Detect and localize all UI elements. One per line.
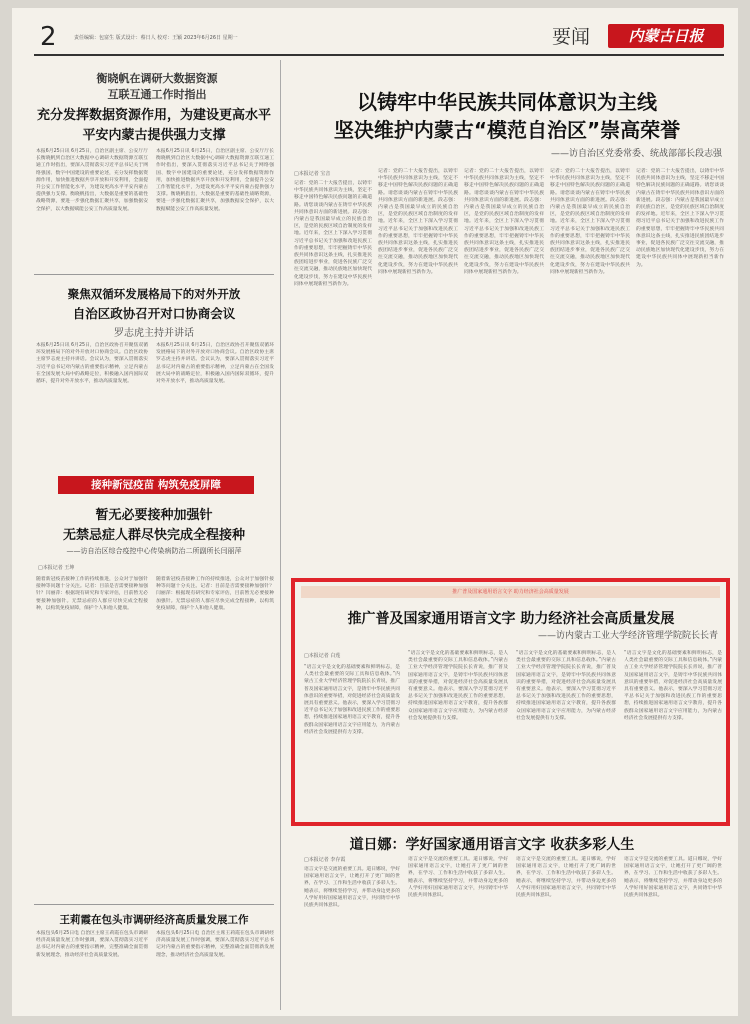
a5-body-col-3: “语言文字是文化的基础要素和鲜明标志，是人类社会最重要的交际工具和信息载体。”内蒙古工业大学经济管理学院院长长青说，推广普及国家通用语言文字，是铸牢中华民族共同体意识的重要举措，对促进经济社会高质量发展具有重要意义。他表示，要深入学习贯彻习近平总书记关于加强和改进民族工作的重要思想，持续推进国家通用语言文字教育，提升各族群众国家通用语言文字应用能力，为内蒙古经济社会发展提供有力支撑。 bbox=[516, 651, 616, 721]
a5-body-col-2: “语言文字是文化的基础要素和鲜明标志，是人类社会最重要的交际工具和信息载体。”内蒙古工业大学经济管理学院院长长青说，推广普及国家通用语言文字，是铸牢中华民族共同体意识的重要举措，对促进经济社会高质量发展具有重要意义。他表示，要深入学习贯彻习近平总书记关于加强和改进民族工作的重要思想，持续推进国家通用语言文字教育，提升各族群众国家通用语言文字应用能力，为内蒙古经济社会发展提供有力支撑。 bbox=[408, 651, 508, 721]
masthead-rule bbox=[34, 54, 724, 56]
a2-body-col-2: 记者：党的二十大报告提出，以铸牢中华民族共同体意识为主线，坚定不移走中国特色解决民族问题的正确道路。请您谈谈内蒙古在铸牢中华民族共同体意识方面的新进展。段志强：内蒙古是我国最早成立的民族自治区，是党的民族区域自治制度的发祥地。近年来，全区上下深入学习贯彻习近平总书记关于加强和改进民族工作的重要思想，牢牢把握铸牢中华民族共同体意识这条主线，扎实推进民族团结进步事业，促进各民族广泛交往交流交融，推动民族地区加快现代化建设步伐，努力在建设中华民族共同体中展现新担当新作为。 bbox=[378, 169, 458, 275]
a1-body-col-1: 本报6月25日讯 6月25日，自治区副主席、公安厅厅长衡晓帆到自治区大数据中心调研大数据资源互联互通工作时指出，要深入贯彻落实习近平总书记关于网络强国、数字中国建设的重要论述，充分发挥数据资源作用，加快推进数据共享开放和开发利用，全面提升公安工作智能化水平，为建设更高水平平安内蒙古提供强力支撑。衡晓帆指出，大数据是重要的基础性战略资源，要进一步强化数据汇聚共享，加强数据安全保护，以大数据赋能公安工作高质量发展。 bbox=[36, 149, 148, 212]
section-title: 要闻 bbox=[552, 26, 591, 48]
a2-body-col-3: 记者：党的二十大报告提出，以铸牢中华民族共同体意识为主线，坚定不移走中国特色解决民族问题的正确道路。请您谈谈内蒙古在铸牢中华民族共同体意识方面的新进展。段志强：内蒙古是我国最早成立的民族自治区，是党的民族区域自治制度的发祥地。近年来，全区上下深入学习贯彻习近平总书记关于加强和改进民族工作的重要思想，牢牢把握铸牢中华民族共同体意识这条主线，扎实推进民族团结进步事业，促进各民族广泛交往交流交融，推动民族地区加快现代化建设步伐，努力在建设中华民族共同体中展现新担当新作为。 bbox=[464, 169, 544, 275]
a4-title-1: 暂无必要接种加强针 bbox=[95, 508, 213, 523]
a4-body-col-2: 随着新冠疫苗接种工作的持续推进，公众对于加强针接种等问题十分关注。记者：目前是否需要接种加强针？闫丽萍：根据现有研究和专家评估，目前暂无必要接种加强针。无禁忌症的人群应尽快完成全程接种，以构筑免疫屏障，保护个人和他人健康。 bbox=[156, 577, 274, 611]
a5-body-col-4: “语言文字是文化的基础要素和鲜明标志，是人类社会最重要的交际工具和信息载体。”内蒙古工业大学经济管理学院院长长青说，推广普及国家通用语言文字，是铸牢中华民族共同体意识的重要举措，对促进经济社会高质量发展具有重要意义。他表示，要深入学习贯彻习近平总书记关于加强和改进民族工作的重要思想，持续推进国家通用语言文字教育，提升各族群众国家通用语言文字应用能力，为内蒙古经济社会发展提供有力支撑。 bbox=[624, 651, 722, 721]
a1-body-col-2: 本报6月25日讯 6月25日，自治区副主席、公安厅厅长衡晓帆到自治区大数据中心调研大数据资源互联互通工作时指出，要深入贯彻落实习近平总书记关于网络强国、数字中国建设的重要论述，充分发挥数据资源作用，加快推进数据共享开放和开发利用，全面提升公安工作智能化水平，为建设更高水平平安内蒙古提供强力支撑。衡晓帆指出，大数据是重要的基础性战略资源，要进一步强化数据汇聚共享，加强数据安全保护，以大数据赋能公安工作高质量发展。 bbox=[156, 149, 274, 212]
a4-subtitle: ——访自治区综合疫控中心传染病防治二所副所长闫丽萍 bbox=[66, 547, 242, 555]
a6-body-col-2: 语言文字是交流的重要工具。道日娜说，学好国家通用语言文字，让她打开了更广阔的世界，在学习、工作和生活中收获了多彩人生。她表示，将继续坚持学习，并带动身边更多的人学好用好国家通用语言文字，共同铸牢中华民族共同体意识。 bbox=[408, 857, 508, 899]
masthead bbox=[12, 8, 738, 60]
newspaper-page bbox=[12, 8, 738, 1016]
a7-body-col-1: 本报包头6月25日电 自治区主席王莉霞在包头市调研经济高质量发展工作时强调，要深入贯彻落实习近平总书记对内蒙古的重要指示精神，完整准确全面贯彻新发展理念，推动经济社会高质量发展。 bbox=[36, 931, 148, 958]
a1-kicker-2: 互联互通工作时指出 bbox=[107, 88, 207, 101]
divider-1 bbox=[34, 274, 274, 275]
a5-body-col-1: “语言文字是文化的基础要素和鲜明标志，是人类社会最重要的交际工具和信息载体。”内蒙古工业大学经济管理学院院长长青说，推广普及国家通用语言文字，是铸牢中华民族共同体意识的重要举措，对促进经济社会高质量发展具有重要意义。他表示，要深入学习贯彻习近平总书记关于加强和改进民族工作的重要思想，持续推进国家通用语言文字教育，提升各族群众国家通用语言文字应用能力，为内蒙古经济社会发展提供有力支撑。 bbox=[304, 665, 400, 735]
a6-body-col-3: 语言文字是交流的重要工具。道日娜说，学好国家通用语言文字，让她打开了更广阔的世界，在学习、工作和生活中收获了多彩人生。她表示，将继续坚持学习，并带动身边更多的人学好用好国家通用语言文字，共同铸牢中华民族共同体意识。 bbox=[516, 857, 616, 899]
a1-title-1: 充分发挥数据资源作用，为建设更高水平 bbox=[36, 108, 271, 123]
a6-byline: □本报记者 李存霞 bbox=[304, 857, 346, 863]
a2-body-col-1: 记者：党的二十大报告提出，以铸牢中华民族共同体意识为主线，坚定不移走中国特色解决民族问题的正确道路。请您谈谈内蒙古在铸牢中华民族共同体意识方面的新进展。段志强：内蒙古是我国最早成立的民族自治区，是党的民族区域自治制度的发祥地。近年来，全区上下深入学习贯彻习近平总书记关于加强和改进民族工作的重要思想，牢牢把握铸牢中华民族共同体意识这条主线，扎实推进民族团结进步事业，促进各民族广泛交往交流交融，推动民族地区加快现代化建设步伐，努力在建设中华民族共同体中展现新担当新作为。 bbox=[294, 181, 372, 287]
a2-body-col-4: 记者：党的二十大报告提出，以铸牢中华民族共同体意识为主线，坚定不移走中国特色解决民族问题的正确道路。请您谈谈内蒙古在铸牢中华民族共同体意识方面的新进展。段志强：内蒙古是我国最早成立的民族自治区，是党的民族区域自治制度的发祥地。近年来，全区上下深入学习贯彻习近平总书记关于加强和改进民族工作的重要思想，牢牢把握铸牢中华民族共同体意识这条主线，扎实推进民族团结进步事业，促进各民族广泛交往交流交融，推动民族地区加快现代化建设步伐，努力在建设中华民族共同体中展现新担当新作为。 bbox=[550, 169, 630, 275]
a2-body-col-5: 记者：党的二十大报告提出，以铸牢中华民族共同体意识为主线，坚定不移走中国特色解决民族问题的正确道路。请您谈谈内蒙古在铸牢中华民族共同体意识方面的新进展。段志强：内蒙古是我国最早成立的民族自治区，是党的民族区域自治制度的发祥地。近年来，全区上下深入学习贯彻习近平总书记关于加强和改进民族工作的重要思想，牢牢把握铸牢中华民族共同体意识这条主线，扎实推进民族团结进步事业，促进各民族广泛交往交流交融，推动民族地区加快现代化建设步伐，努力在建设中华民族共同体中展现新担当新作为。 bbox=[636, 169, 724, 268]
a1-title-2: 平安内蒙古提供强力支撑 bbox=[82, 128, 226, 143]
a5-byline: □本报记者 白莲 bbox=[304, 653, 341, 659]
a3-title-1: 聚焦双循环发展格局下的对外开放 bbox=[67, 287, 241, 301]
a3-title-2: 自治区政协召开对口协商会议 bbox=[72, 306, 236, 321]
a6-body-col-4: 语言文字是交流的重要工具。道日娜说，学好国家通用语言文字，让她打开了更广阔的世界，在学习、工作和生活中收获了多彩人生。她表示，将继续坚持学习，并带动身边更多的人学好用好国家通用语言文字，共同铸牢中华民族共同体意识。 bbox=[624, 857, 722, 899]
a6-body-col-1: 语言文字是交流的重要工具。道日娜说，学好国家通用语言文字，让她打开了更广阔的世界，在学习、工作和生活中收获了多彩人生。她表示，将继续坚持学习，并带动身边更多的人学好用好国家通用语言文字，共同铸牢中华民族共同体意识。 bbox=[304, 867, 400, 909]
a2-title-1: 以铸牢中华民族共同体意识为主线 bbox=[357, 90, 657, 114]
a2-byline: □本报记者 宝音 bbox=[294, 171, 331, 177]
a4-banner: 接种新冠疫苗 构筑免疫屏障 bbox=[58, 476, 254, 494]
a3-body-col-1: 本报6月25日讯 6月25日，自治区政协召开聚焦双循环发展格局下的对外开放对口协商会议。自治区政协主席罗志虎主持并讲话。会议认为，要深入贯彻落实习近平总书记对内蒙古的重要指示精神，立足内蒙古在全国发展大局中的战略定位，积极融入国内国际双循环，提升对外开放水平，推动高质量发展。 bbox=[36, 343, 148, 385]
a2-subtitle: ——访自治区党委常委、统战部部长段志强 bbox=[550, 149, 722, 159]
a6-title: 道日娜：学好国家通用语言文字 收获多彩人生 bbox=[349, 837, 635, 853]
a3-body-col-2: 本报6月25日讯 6月25日，自治区政协召开聚焦双循环发展格局下的对外开放对口协商会议。自治区政协主席罗志虎主持并讲话。会议认为，要深入贯彻落实习近平总书记对内蒙古的重要指示精神，立足内蒙古在全国发展大局中的战略定位，积极融入国内国际双循环，提升对外开放水平，推动高质量发展。 bbox=[156, 343, 274, 385]
a4-byline: □本报记者 王坤 bbox=[38, 565, 75, 571]
a4-title-2: 无禁忌症人群尽快完成全程接种 bbox=[62, 528, 245, 543]
a3-subtitle: 罗志虎主持并讲话 bbox=[114, 328, 194, 339]
a2-title-2: 坚决维护内蒙古“模范自治区”崇高荣誉 bbox=[333, 118, 681, 142]
a5-subtitle: ——访内蒙古工业大学经济管理学院院长长青 bbox=[537, 631, 718, 641]
a7-title: 王莉霞在包头市调研经济高质量发展工作 bbox=[59, 914, 249, 926]
column-divider bbox=[280, 60, 281, 1010]
a4-body-col-1: 随着新冠疫苗接种工作的持续推进，公众对于加强针接种等问题十分关注。记者：目前是否需要接种加强针？闫丽萍：根据现有研究和专家评估，目前暂无必要接种加强针。无禁忌症的人群应尽快完成全程接种，以构筑免疫屏障，保护个人和他人健康。 bbox=[36, 577, 148, 611]
a5-strip: 推广普及国家通用语言文字 助力经济社会高质量发展 bbox=[301, 586, 720, 598]
divider-2 bbox=[34, 904, 274, 905]
a5-title: 推广普及国家通用语言文字 助力经济社会高质量发展 bbox=[347, 611, 675, 627]
newspaper-logo: 内蒙古日报 bbox=[608, 24, 724, 48]
a1-kicker-1: 衡晓帆在调研大数据资源 bbox=[96, 72, 218, 85]
meta-line: 责任编辑：包富生 版式设计：蔡日人 校对：王颖 2023年6月26日 星期一 bbox=[74, 35, 238, 41]
page-number: 2 bbox=[40, 22, 57, 52]
a7-body-col-2: 本报包头6月25日电 自治区主席王莉霞在包头市调研经济高质量发展工作时强调，要深入贯彻落实习近平总书记对内蒙古的重要指示精神，完整准确全面贯彻新发展理念，推动经济社会高质量发展。 bbox=[156, 931, 274, 958]
